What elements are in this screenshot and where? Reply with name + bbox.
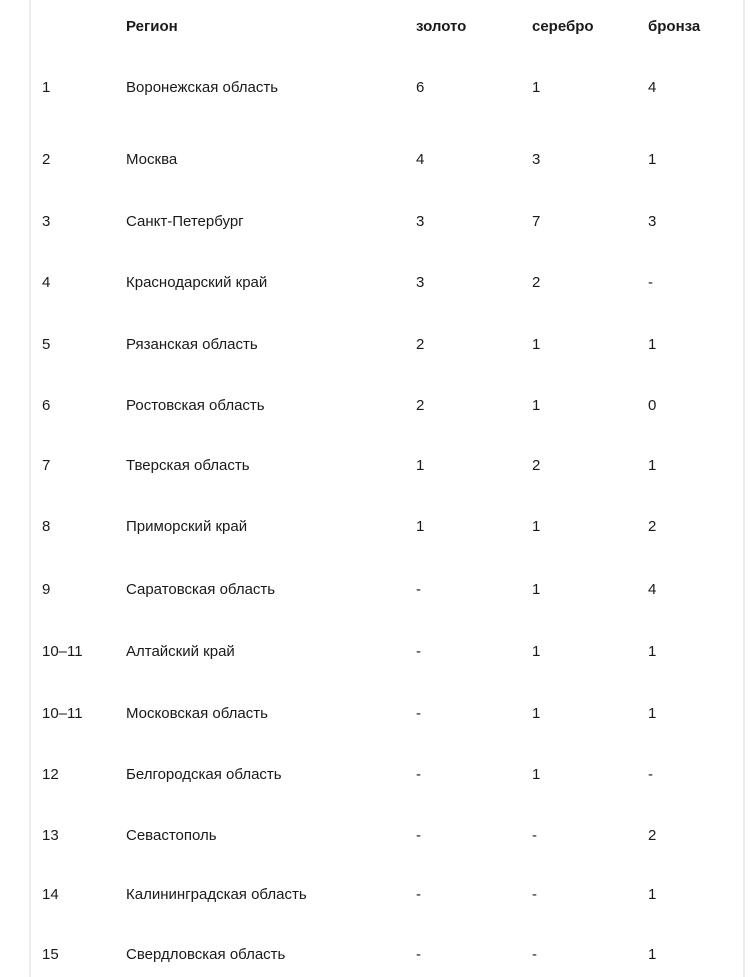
table-row: [0, 945, 750, 965]
cell-silver: 1: [532, 581, 541, 598]
cell-rank: 4: [42, 274, 51, 291]
cell-bronze: 2: [648, 518, 657, 535]
header-bronze: бронза: [648, 18, 701, 35]
cell-rank: 6: [42, 397, 51, 414]
cell-bronze: 2: [648, 827, 657, 844]
cell-gold: 4: [416, 151, 425, 168]
cell-bronze: 4: [648, 581, 657, 598]
cell-bronze: 0: [648, 397, 657, 414]
cell-gold: 1: [416, 457, 425, 474]
table-row: [0, 642, 750, 662]
cell-rank: 8: [42, 518, 51, 535]
cell-gold: -: [416, 946, 421, 963]
cell-region: Свердловская область: [126, 946, 286, 963]
table-row: [0, 517, 750, 537]
cell-silver: 1: [532, 705, 541, 722]
cell-rank: 1: [42, 79, 51, 96]
cell-region: Москва: [126, 151, 178, 168]
cell-gold: -: [416, 886, 421, 903]
cell-silver: 1: [532, 79, 541, 96]
table-row: [0, 150, 750, 170]
table-row: [0, 885, 750, 905]
cell-gold: 6: [416, 79, 425, 96]
cell-gold: -: [416, 581, 421, 598]
cell-bronze: 1: [648, 705, 657, 722]
cell-bronze: 1: [648, 336, 657, 353]
table-row: [0, 580, 750, 600]
header-region: Регион: [126, 18, 178, 35]
cell-region: Воронежская область: [126, 79, 279, 96]
cell-silver: -: [532, 886, 537, 903]
cell-silver: 1: [532, 643, 541, 660]
cell-rank: 10–11: [42, 643, 83, 660]
cell-rank: 10–11: [42, 705, 83, 722]
cell-region: Ростовская область: [126, 397, 265, 414]
cell-region: Московская область: [126, 705, 268, 722]
cell-region: Алтайский край: [126, 643, 235, 660]
cell-bronze: 1: [648, 643, 657, 660]
cell-bronze: 1: [648, 946, 657, 963]
cell-bronze: -: [648, 766, 653, 783]
cell-gold: -: [416, 705, 421, 722]
table-row: [0, 704, 750, 724]
table-row: [0, 396, 750, 416]
cell-gold: 2: [416, 336, 425, 353]
cell-region: Санкт-Петербург: [126, 213, 244, 230]
cell-gold: 3: [416, 274, 425, 291]
cell-silver: 1: [532, 518, 541, 535]
cell-region: Краснодарский край: [126, 274, 268, 291]
cell-silver: 2: [532, 457, 541, 474]
cell-silver: -: [532, 946, 537, 963]
cell-bronze: 4: [648, 79, 657, 96]
cell-rank: 13: [42, 827, 59, 844]
cell-gold: -: [416, 643, 421, 660]
cell-gold: -: [416, 766, 421, 783]
cell-bronze: 1: [648, 457, 657, 474]
table-row: [0, 826, 750, 846]
cell-gold: 3: [416, 213, 425, 230]
cell-rank: 5: [42, 336, 51, 353]
cell-gold: -: [416, 827, 421, 844]
cell-bronze: 3: [648, 213, 657, 230]
table-row: [0, 273, 750, 293]
table-row: [0, 335, 750, 355]
cell-region: Приморский край: [126, 518, 248, 535]
cell-region: Белгородская область: [126, 766, 282, 783]
cell-gold: 1: [416, 518, 425, 535]
table-row: [0, 212, 750, 232]
cell-bronze: 1: [648, 151, 657, 168]
header-silver: серебро: [532, 18, 594, 35]
cell-bronze: 1: [648, 886, 657, 903]
cell-rank: 2: [42, 151, 51, 168]
cell-silver: 1: [532, 766, 541, 783]
table-row: [0, 765, 750, 785]
cell-silver: 1: [532, 336, 541, 353]
cell-rank: 9: [42, 581, 51, 598]
cell-rank: 7: [42, 457, 51, 474]
cell-region: Саратовская область: [126, 581, 276, 598]
cell-gold: 2: [416, 397, 425, 414]
cell-region: Севастополь: [126, 827, 217, 844]
cell-rank: 15: [42, 946, 59, 963]
cell-silver: 3: [532, 151, 541, 168]
cell-silver: 2: [532, 274, 541, 291]
table-row: [0, 78, 750, 98]
cell-region: Рязанская область: [126, 336, 258, 353]
cell-rank: 14: [42, 886, 59, 903]
cell-rank: 12: [42, 766, 59, 783]
cell-bronze: -: [648, 274, 653, 291]
table-header-row: [0, 17, 750, 37]
table-row: [0, 456, 750, 476]
header-gold: золото: [416, 18, 467, 35]
cell-silver: 1: [532, 397, 541, 414]
cell-region: Тверская область: [126, 457, 250, 474]
cell-silver: 7: [532, 213, 541, 230]
cell-rank: 3: [42, 213, 51, 230]
cell-silver: -: [532, 827, 537, 844]
cell-region: Калининградская область: [126, 886, 307, 903]
